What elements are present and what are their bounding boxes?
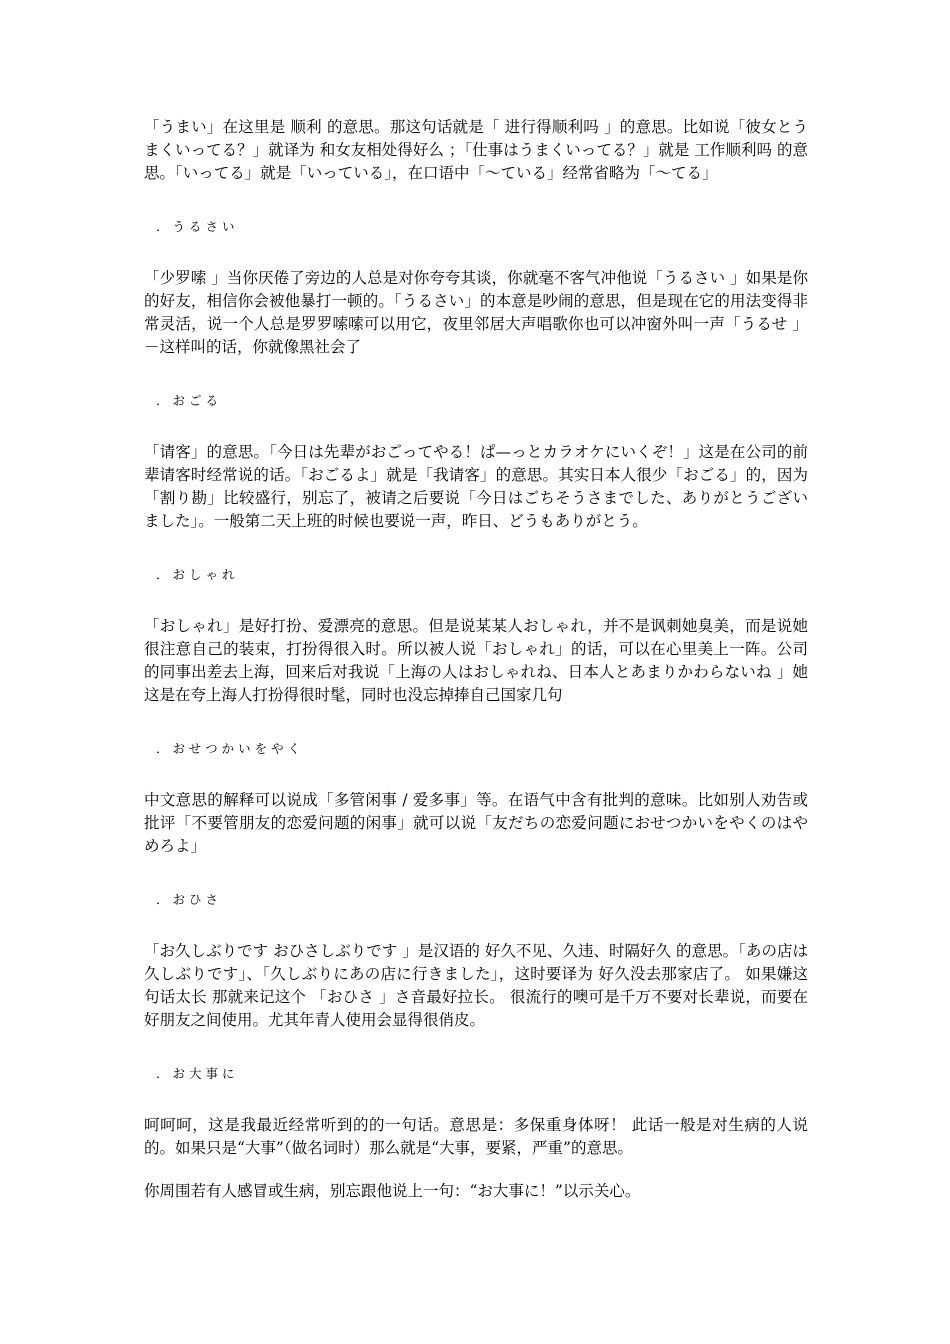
heading-oshare: ．おしゃれ [156,567,239,582]
paragraph-odaijini: 呵呵呵，这是我最近经常听到的的一句话。意思是：多保重身体呀！ 此话一般是对生病的人说的。如果只是“大事”（做名词时）那么就是“大事，要紧，严重”的意思。 [144,1116,808,1157]
heading-ogoru: ．おごる [156,393,223,408]
paragraph-oshare: 「おしゃれ」是好打扮、爱漂亮的意思。但是说某某人おしゃれ，并不是讽刺她臭美，而是说她很注意自己的装束，打扮得很入时。所以被人说「おしゃれ」的话，可以在心里美上一阵。公司的同事出差去上海，回来后对我说「上海の人はおしゃれね、日本人とあまりかわらないね 」她这是在夸上海人打扮得很时髦，同时也没忘掉捧自己国家几句 [144,617,808,704]
paragraph-umai: 「うまい」在这里是 顺利 的意思。那这句话就是「 进行得顺利吗 」的意思。比如说「彼女とうまくいってる？」就译为 和女友相处得好么 ；「仕事はうまくいってる？」就是 工作顺利吗 的意思。「いってる」就是「いっている」，在口语中「～ている」经常省略为「～てる」 [144,118,808,182]
heading-osekkai: ．おせつかいをやく [156,741,305,756]
heading-odaijini: ．お大事に [156,1066,239,1081]
paragraph-ogoru: 「请客」的意思。「今日は先辈がおごってやる！ぱ—っとカラオケにいくぞ！」这是在公司的前辈请客时经常说的话。「おごるよ」就是「我请客」的意思。其实日本人很少「おごる」的，因为「割り勘」比较盛行，别忘了，被请之后要说「今日はごちそうさまでした、ありがとうございました」。一般第二天上班的时候也要说一声，昨日、どうもありがとう。 [144,443,808,530]
paragraph-urusai: 「少罗嗦 」当你厌倦了旁边的人总是对你夸夸其谈，你就毫不客气冲他说「うるさい 」如果是你的好友，相信你会被他暴打一顿的。「うるさい」的本意是吵闹的意思，但是现在它的用法变得非常灵活，说一个人总是罗罗嗦嗦可以用它，夜里邻居大声唱歌你也可以冲窗外叫一声「うるせ 」－这样叫的话，你就像黑社会了 [144,269,808,356]
heading-ohisa: ．おひさ [156,892,223,907]
paragraph-ohisa: 「お久しぶりです おひさしぶりです 」是汉语的 好久不见、久违、时隔好久 的意思。「あの店は久しぶりです」、「久しぶりにあの店に行きました」，这时要译为 好久没去那家店了。 如果嫌这句话太长 那就来记这个 「おひさ 」さ音最好拉长。 很流行的噢可是千万不要对长辈说，而要在好朋友之间使用。尤其年青人使用会显得很俏皮。 [144,942,808,1029]
document-body [144,116,808,1203]
heading-urusai: ．うるさい [156,219,239,234]
paragraph-odaijini-tip: 你周围若有人感冒或生病，别忘跟他说上一句：“お大事に！”以示关心。 [144,1182,641,1200]
paragraph-osekkai: 中文意思的解释可以说成「多管闲事 / 爱多事」等。在语气中含有批判的意味。比如别人劝告或批评「不要管朋友的恋爱问题的闲事」就可以说「友だちの恋爱问题におせつかいをやくのはやめろよ」 [144,791,808,855]
